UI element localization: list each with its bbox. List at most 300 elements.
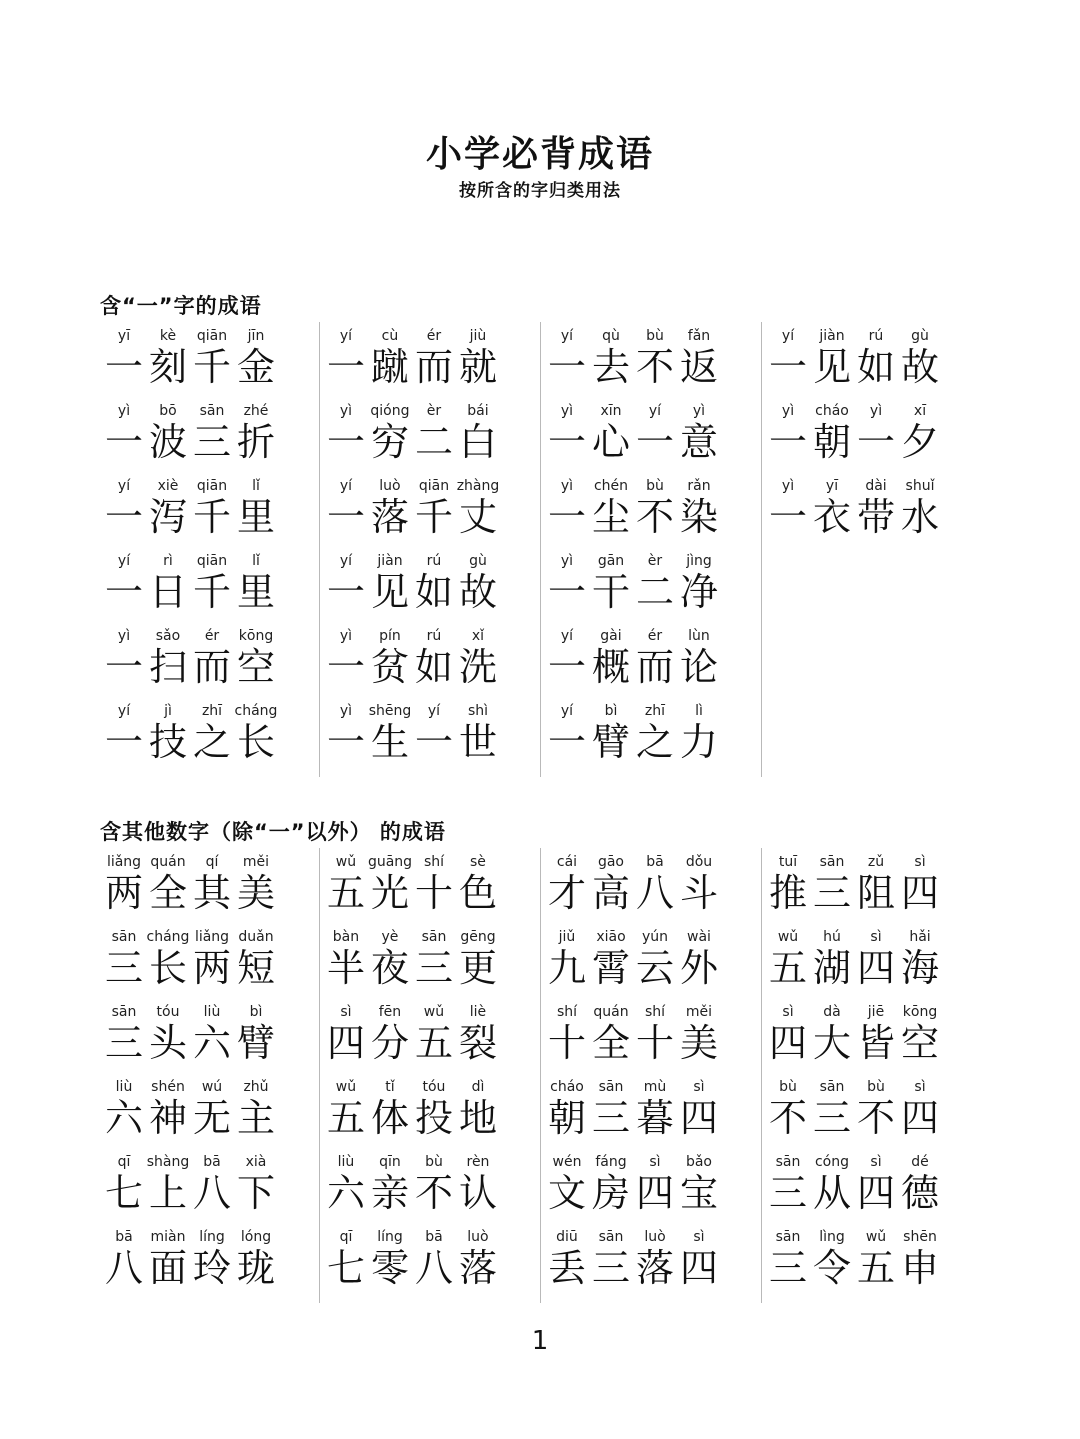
- hanzi-char: 一: [104, 645, 143, 689]
- pinyin: bǎo: [685, 1154, 712, 1170]
- hanzi-char: 三: [812, 871, 851, 915]
- hanzi-char: 五: [326, 871, 365, 915]
- pinyin: wǔ: [423, 1004, 445, 1020]
- pinyin: luò: [644, 1229, 666, 1245]
- pinyin: lóng: [240, 1229, 272, 1245]
- hanzi-row: [102, 1020, 319, 1066]
- pinyin: wǔ: [335, 854, 357, 870]
- hanzi-char: 美: [236, 871, 275, 915]
- hanzi-char: 五: [326, 1096, 365, 1140]
- hanzi-char: 概: [591, 645, 630, 689]
- pinyin: liù: [203, 1004, 221, 1020]
- hanzi-char: 其: [192, 871, 231, 915]
- pinyin: cháng: [234, 703, 278, 719]
- hanzi-char: 世: [458, 720, 497, 764]
- hanzi-row: [102, 945, 319, 991]
- pinyin: dé: [911, 1154, 929, 1170]
- idiom-column: [98, 322, 319, 777]
- pinyin: rì: [163, 553, 173, 569]
- hanzi-row: [324, 719, 540, 765]
- idiom-item: [545, 547, 761, 622]
- hanzi-char: 湖: [812, 946, 851, 990]
- hanzi-char: 半: [326, 946, 365, 990]
- pinyin: liè: [469, 1004, 487, 1020]
- hanzi-char: 九: [547, 946, 586, 990]
- pinyin: cóng: [814, 1154, 850, 1170]
- pinyin: bā: [646, 854, 664, 870]
- hanzi-char: 一: [547, 420, 586, 464]
- hanzi-char: 臂: [591, 720, 630, 764]
- hanzi-char: 长: [236, 720, 275, 764]
- idiom-column: [319, 848, 540, 1303]
- pinyin: bā: [115, 1229, 133, 1245]
- hanzi-char: 一: [768, 345, 807, 389]
- pinyin: shēn: [903, 1229, 937, 1245]
- idiom-item: [766, 322, 982, 397]
- hanzi-char: 朝: [547, 1096, 586, 1140]
- hanzi-row: [102, 1170, 319, 1216]
- section-heading-yi: 含“一”字的成语: [100, 294, 262, 318]
- idiom-item: [324, 1223, 540, 1298]
- hanzi-row: [102, 644, 319, 690]
- hanzi-char: 美: [679, 1021, 718, 1065]
- pinyin: dì: [471, 1079, 485, 1095]
- hanzi-row: [324, 1095, 540, 1141]
- pinyin: yì: [692, 403, 706, 419]
- hanzi-char: 一: [326, 645, 365, 689]
- hanzi-char: 十: [635, 1021, 674, 1065]
- hanzi-char: 千: [192, 495, 231, 539]
- pinyin-row: [766, 322, 982, 344]
- hanzi-row: [545, 1095, 761, 1141]
- hanzi-row: [102, 1095, 319, 1141]
- pinyin: bù: [779, 1079, 797, 1095]
- idiom-item: [102, 322, 319, 397]
- hanzi-char: 不: [635, 345, 674, 389]
- pinyin: sì: [693, 1229, 705, 1245]
- hanzi-char: 扫: [148, 645, 187, 689]
- hanzi-char: 两: [192, 946, 231, 990]
- pinyin: sān: [598, 1079, 624, 1095]
- idiom-item: [324, 1148, 540, 1223]
- hanzi-char: 三: [768, 1246, 807, 1290]
- hanzi-char: 千: [414, 495, 453, 539]
- hanzi-char: 六: [104, 1096, 143, 1140]
- hanzi-char: 三: [104, 946, 143, 990]
- pinyin: zhī: [201, 703, 223, 719]
- hanzi-char: 零: [370, 1246, 409, 1290]
- pinyin: hǎi: [909, 929, 931, 945]
- pinyin: duǎn: [238, 929, 274, 945]
- pinyin: xià: [245, 1154, 267, 1170]
- hanzi-char: 三: [768, 1171, 807, 1215]
- pinyin: dǒu: [685, 854, 713, 870]
- pinyin-row: [766, 472, 982, 494]
- hanzi-char: 而: [414, 345, 453, 389]
- hanzi-row: [545, 719, 761, 765]
- hanzi-char: 千: [192, 570, 231, 614]
- pinyin: sān: [598, 1229, 624, 1245]
- pinyin: bì: [249, 1004, 263, 1020]
- hanzi-char: 一: [104, 345, 143, 389]
- pinyin: gài: [600, 628, 622, 644]
- pinyin: yì: [339, 403, 353, 419]
- pinyin: xīn: [600, 403, 622, 419]
- pinyin: líng: [377, 1229, 403, 1245]
- pinyin: chén: [593, 478, 629, 494]
- pinyin: sì: [914, 1079, 926, 1095]
- pinyin: qiān: [196, 478, 228, 494]
- pinyin: qù: [602, 328, 620, 344]
- pinyin: shuǐ: [905, 478, 935, 494]
- hanzi-char: 五: [856, 1246, 895, 1290]
- hanzi-char: 认: [458, 1171, 497, 1215]
- hanzi-char: 不: [856, 1096, 895, 1140]
- pinyin-row: [545, 848, 761, 870]
- hanzi-row: [766, 344, 982, 390]
- pinyin: cù: [381, 328, 399, 344]
- hanzi-char: 空: [236, 645, 275, 689]
- hanzi-char: 二: [414, 420, 453, 464]
- idiom-column: [540, 848, 761, 1303]
- hanzi-row: [766, 494, 982, 540]
- pinyin-row: [545, 1073, 761, 1095]
- pinyin: zhé: [243, 403, 269, 419]
- hanzi-char: 朝: [812, 420, 851, 464]
- hanzi-row: [324, 419, 540, 465]
- idiom-item: [102, 397, 319, 472]
- pinyin: miàn: [150, 1229, 186, 1245]
- pinyin-row: [324, 322, 540, 344]
- idiom-item: [545, 1073, 761, 1148]
- hanzi-char: 不: [635, 495, 674, 539]
- idiom-item: [102, 848, 319, 923]
- pinyin: pín: [379, 628, 401, 644]
- pinyin: qí: [205, 854, 219, 870]
- pinyin: zǔ: [867, 854, 885, 870]
- pinyin: liù: [115, 1079, 133, 1095]
- hanzi-row: [324, 945, 540, 991]
- hanzi-char: 一: [547, 570, 586, 614]
- idiom-item: [766, 1073, 982, 1148]
- hanzi-row: [102, 1245, 319, 1291]
- hanzi-char: 外: [679, 946, 718, 990]
- pinyin: rú: [426, 553, 442, 569]
- pinyin: bù: [867, 1079, 885, 1095]
- pinyin: kè: [159, 328, 177, 344]
- hanzi-char: 面: [148, 1246, 187, 1290]
- idiom-item: [324, 848, 540, 923]
- hanzi-char: 全: [148, 871, 187, 915]
- hanzi-row: [766, 1095, 982, 1141]
- hanzi-char: 房: [591, 1171, 630, 1215]
- pinyin: lìng: [819, 1229, 845, 1245]
- hanzi-char: 见: [370, 570, 409, 614]
- pinyin: tóu: [422, 1079, 446, 1095]
- hanzi-char: 一: [635, 420, 674, 464]
- hanzi-char: 投: [414, 1096, 453, 1140]
- pinyin: qī: [339, 1229, 353, 1245]
- hanzi-char: 四: [679, 1096, 718, 1140]
- hanzi-row: [545, 870, 761, 916]
- idiom-item: [766, 998, 982, 1073]
- hanzi-char: 四: [856, 946, 895, 990]
- hanzi-row: [545, 1020, 761, 1066]
- hanzi-char: 而: [635, 645, 674, 689]
- pinyin: rèn: [466, 1154, 490, 1170]
- pinyin: luò: [467, 1229, 489, 1245]
- hanzi-char: 一: [104, 495, 143, 539]
- hanzi-char: 四: [856, 1171, 895, 1215]
- pinyin-row: [324, 697, 540, 719]
- hanzi-char: 光: [370, 871, 409, 915]
- hanzi-char: 一: [547, 720, 586, 764]
- pinyin: èr: [426, 403, 442, 419]
- pinyin: yí: [560, 628, 574, 644]
- hanzi-char: 生: [370, 720, 409, 764]
- idiom-column: [540, 322, 761, 777]
- hanzi-char: 才: [547, 871, 586, 915]
- hanzi-char: 十: [414, 871, 453, 915]
- pinyin: rú: [426, 628, 442, 644]
- pinyin: yí: [117, 553, 131, 569]
- pinyin: sì: [340, 1004, 352, 1020]
- hanzi-row: [545, 644, 761, 690]
- hanzi-char: 四: [768, 1021, 807, 1065]
- hanzi-row: [324, 1170, 540, 1216]
- hanzi-char: 更: [458, 946, 497, 990]
- pinyin: shēng: [368, 703, 412, 719]
- pinyin: shí: [644, 1004, 666, 1020]
- pinyin: yún: [641, 929, 668, 945]
- hanzi-char: 主: [236, 1096, 275, 1140]
- pinyin: kōng: [902, 1004, 938, 1020]
- pinyin-row: [102, 1073, 319, 1095]
- pinyin: yí: [560, 703, 574, 719]
- idiom-item: [102, 1148, 319, 1223]
- hanzi-row: [545, 1245, 761, 1291]
- hanzi-char: 落: [458, 1246, 497, 1290]
- hanzi-char: 见: [812, 345, 851, 389]
- hanzi-char: 衣: [812, 495, 851, 539]
- hanzi-char: 两: [104, 871, 143, 915]
- hanzi-char: 二: [635, 570, 674, 614]
- pinyin-row: [545, 472, 761, 494]
- hanzi-char: 净: [679, 570, 718, 614]
- pinyin: zhàng: [456, 478, 500, 494]
- pinyin: cháng: [146, 929, 190, 945]
- hanzi-row: [545, 419, 761, 465]
- pinyin: gù: [911, 328, 929, 344]
- hanzi-char: 贫: [370, 645, 409, 689]
- hanzi-char: 四: [635, 1171, 674, 1215]
- pinyin-row: [324, 1073, 540, 1095]
- hanzi-char: 折: [236, 420, 275, 464]
- pinyin: sè: [470, 854, 486, 870]
- pinyin: qīn: [379, 1154, 401, 1170]
- pinyin-row: [766, 998, 982, 1020]
- pinyin: èr: [647, 553, 663, 569]
- pinyin: liù: [337, 1154, 355, 1170]
- hanzi-char: 令: [812, 1246, 851, 1290]
- pinyin-row: [545, 547, 761, 569]
- hanzi-char: 申: [900, 1246, 939, 1290]
- hanzi-char: 一: [547, 345, 586, 389]
- hanzi-char: 不: [414, 1171, 453, 1215]
- hanzi-row: [102, 719, 319, 765]
- hanzi-char: 带: [856, 495, 895, 539]
- pinyin: yí: [427, 703, 441, 719]
- pinyin: cháo: [550, 1079, 584, 1095]
- pinyin: měi: [242, 854, 270, 870]
- pinyin: yè: [381, 929, 399, 945]
- hanzi-char: 臂: [236, 1021, 275, 1065]
- hanzi-char: 尘: [591, 495, 630, 539]
- hanzi-char: 如: [414, 645, 453, 689]
- pinyin-row: [324, 848, 540, 870]
- pinyin: sì: [693, 1079, 705, 1095]
- pinyin: qiān: [418, 478, 450, 494]
- pinyin-row: [324, 397, 540, 419]
- hanzi-char: 心: [591, 420, 630, 464]
- pinyin: liǎng: [194, 929, 230, 945]
- hanzi-char: 一: [104, 420, 143, 464]
- pinyin-row: [102, 697, 319, 719]
- idiom-column: [761, 322, 982, 777]
- pinyin: yì: [781, 403, 795, 419]
- hanzi-char: 意: [679, 420, 718, 464]
- pinyin: bù: [425, 1154, 443, 1170]
- hanzi-char: 珑: [236, 1246, 275, 1290]
- pinyin-row: [545, 322, 761, 344]
- idiom-column: [98, 848, 319, 1303]
- hanzi-char: 技: [148, 720, 187, 764]
- pinyin: wǔ: [335, 1079, 357, 1095]
- pinyin: yì: [117, 403, 131, 419]
- idiom-item: [766, 848, 982, 923]
- hanzi-row: [545, 569, 761, 615]
- pinyin: yí: [560, 328, 574, 344]
- page-title: 小学必背成语: [425, 134, 654, 175]
- hanzi-char: 论: [679, 645, 718, 689]
- hanzi-char: 大: [812, 1021, 851, 1065]
- pinyin: xiè: [157, 478, 179, 494]
- idiom-item: [324, 622, 540, 697]
- idiom-item: [324, 547, 540, 622]
- pinyin-row: [102, 998, 319, 1020]
- pinyin: mù: [643, 1079, 667, 1095]
- idiom-item: [545, 1148, 761, 1223]
- pinyin: jiù: [469, 328, 487, 344]
- hanzi-char: 落: [635, 1246, 674, 1290]
- pinyin: dà: [823, 1004, 841, 1020]
- pinyin: shí: [423, 854, 444, 870]
- idiom-item: [545, 472, 761, 547]
- section-heading-other-numbers: 含其他数字（除“一”以外） 的成语: [100, 820, 446, 844]
- idiom-item: [545, 923, 761, 998]
- pinyin: sān: [775, 1154, 801, 1170]
- hanzi-row: [102, 419, 319, 465]
- pinyin: jiē: [867, 1004, 885, 1020]
- pinyin: ér: [426, 328, 442, 344]
- pinyin: xiāo: [596, 929, 626, 945]
- pinyin: cái: [556, 854, 578, 870]
- page-number: 1: [531, 1326, 549, 1356]
- hanzi-char: 不: [768, 1096, 807, 1140]
- pinyin: zhī: [644, 703, 666, 719]
- hanzi-char: 一: [326, 720, 365, 764]
- hanzi-char: 体: [370, 1096, 409, 1140]
- pinyin: yī: [117, 328, 131, 344]
- idiom-item: [102, 622, 319, 697]
- hanzi-char: 短: [236, 946, 275, 990]
- idiom-item: [545, 397, 761, 472]
- pinyin-row: [324, 547, 540, 569]
- hanzi-char: 头: [148, 1021, 187, 1065]
- pinyin: sì: [914, 854, 926, 870]
- hanzi-char: 裂: [458, 1021, 497, 1065]
- hanzi-char: 八: [414, 1246, 453, 1290]
- idiom-item: [766, 397, 982, 472]
- hanzi-char: 故: [900, 345, 939, 389]
- idiom-item: [766, 923, 982, 998]
- hanzi-char: 五: [414, 1021, 453, 1065]
- pinyin: jì: [164, 703, 172, 719]
- idiom-item: [324, 697, 540, 772]
- page-subtitle: 按所含的字归类用法: [459, 181, 621, 201]
- hanzi-row: [766, 1170, 982, 1216]
- hanzi-char: 十: [547, 1021, 586, 1065]
- hanzi-char: 三: [591, 1246, 630, 1290]
- hanzi-char: 而: [192, 645, 231, 689]
- hanzi-row: [324, 344, 540, 390]
- pinyin-row: [324, 998, 540, 1020]
- hanzi-char: 一: [326, 495, 365, 539]
- hanzi-char: 四: [326, 1021, 365, 1065]
- pinyin-row: [545, 1148, 761, 1170]
- hanzi-char: 四: [679, 1246, 718, 1290]
- hanzi-char: 从: [812, 1171, 851, 1215]
- hanzi-row: [545, 1170, 761, 1216]
- pinyin: shí: [556, 1004, 578, 1020]
- pinyin: sān: [111, 1004, 137, 1020]
- hanzi-row: [545, 344, 761, 390]
- pinyin: yì: [339, 703, 353, 719]
- idiom-item: [545, 322, 761, 397]
- pinyin-row: [324, 472, 540, 494]
- pinyin: yì: [560, 403, 574, 419]
- hanzi-char: 泻: [148, 495, 187, 539]
- pinyin-row: [324, 1223, 540, 1245]
- pinyin: wú: [201, 1079, 223, 1095]
- hanzi-char: 就: [458, 345, 497, 389]
- hanzi-char: 一: [414, 720, 453, 764]
- pinyin: bā: [203, 1154, 221, 1170]
- hanzi-char: 云: [635, 946, 674, 990]
- pinyin-row: [102, 397, 319, 419]
- idiom-item: [545, 998, 761, 1073]
- hanzi-char: 一: [768, 495, 807, 539]
- pinyin: rǎn: [687, 478, 711, 494]
- idiom-item: [102, 472, 319, 547]
- pinyin: qiān: [196, 553, 228, 569]
- pinyin: yì: [339, 628, 353, 644]
- pinyin: tǐ: [385, 1079, 395, 1095]
- pinyin: gāo: [597, 854, 624, 870]
- hanzi-row: [102, 494, 319, 540]
- hanzi-row: [324, 870, 540, 916]
- hanzi-row: [324, 1020, 540, 1066]
